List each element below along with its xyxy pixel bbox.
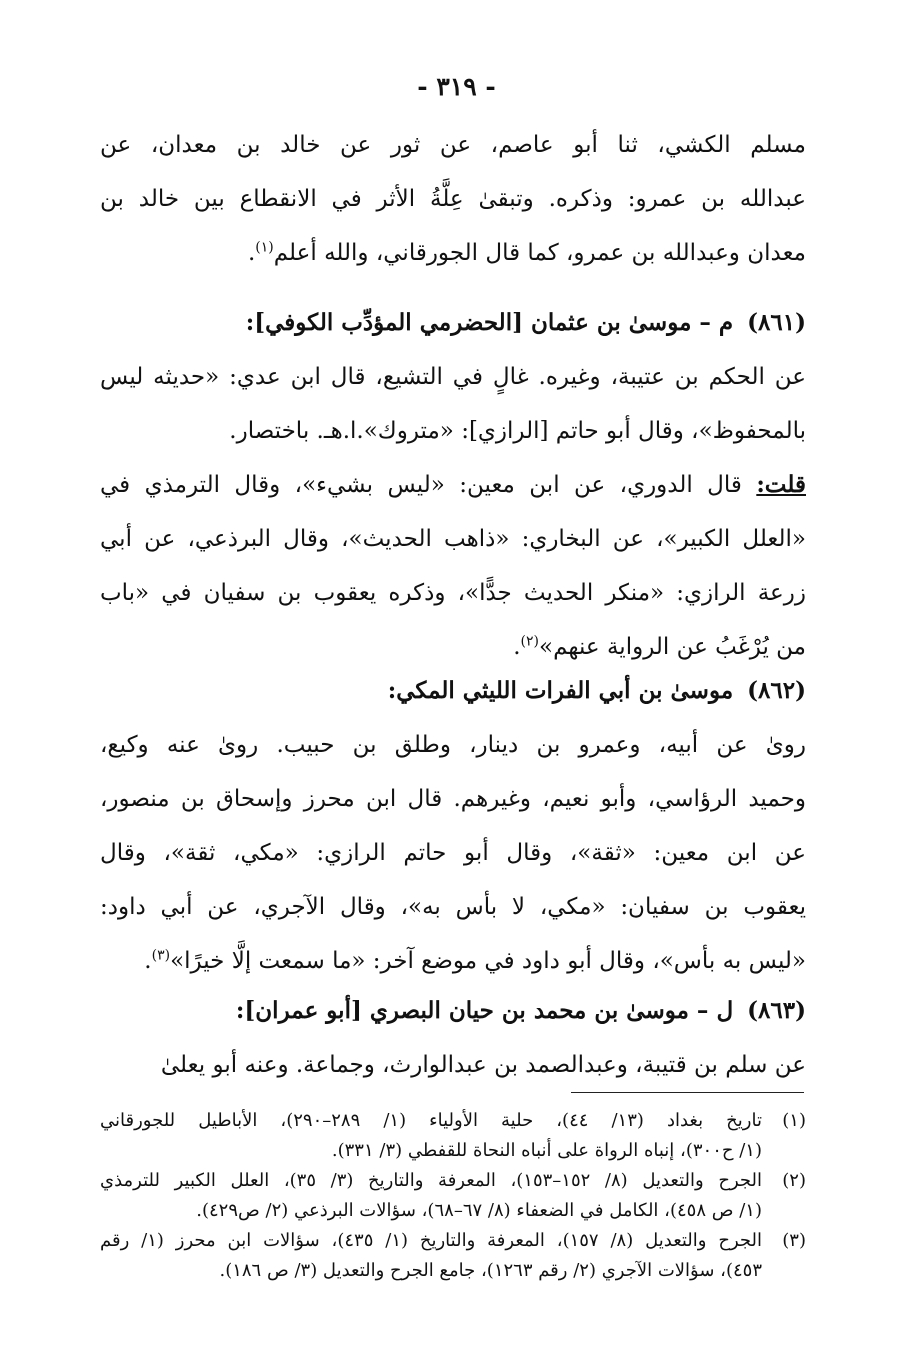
qult-label: قلت: bbox=[756, 471, 806, 498]
text-line-content: قال الدوري، عن ابن معين: «ليس بشيء»، وقال الترمذي في bbox=[100, 472, 757, 498]
entry-number: (٨٦١) bbox=[747, 309, 806, 336]
text-line: مسلم الكشي، ثنا أبو عاصم، عن ثور عن خالد بن معدان، عن bbox=[100, 132, 806, 158]
text-line: زرعة الرازي: «منكر الحديث جدًّا»، وذكره يعقوب بن سفيان في «باب bbox=[100, 580, 806, 606]
line-end-mark: . bbox=[513, 634, 521, 660]
footnotes bbox=[100, 1106, 806, 1286]
footnote-line: تاريخ بغداد (١٣/ ٤٤)، حلية الأولياء (١/ ٢٨٩–٢٩٠)، الأباطيل للجورقاني bbox=[100, 1110, 762, 1131]
footnote-ref: (٢) bbox=[520, 633, 540, 650]
footnote-ref: (١) bbox=[255, 239, 274, 256]
footnote-number: (٣) bbox=[782, 1230, 806, 1251]
page-number: - ٣١٩ - bbox=[417, 72, 496, 101]
text-line: عن سلم بن قتيبة، وعبدالصمد بن عبدالوارث، وجماعة. وعنه أبو يعلىٰ bbox=[160, 1052, 806, 1078]
text-line-content: معدان وعبدالله بن عمرو، كما قال الجورقاني، والله أعلم bbox=[273, 240, 806, 266]
footnote-ref: (٣) bbox=[151, 947, 171, 964]
text-line bbox=[100, 458, 806, 512]
entry-862 bbox=[100, 664, 806, 988]
footnote-line: (١/ ص ٤٥٨)، الكامل في الضعفاء (٨/ ٦٧–٦٨)، سؤالات البرذعي (٢/ ص٤٢٩). bbox=[196, 1200, 762, 1221]
entry-title: م – موسىٰ بن عثمان [الحضرمي المؤدِّب الكوفي]: bbox=[245, 309, 734, 336]
text-line: عبدالله بن عمرو: وذكره. وتبقىٰ عِلَّةُ الأثر في الانقطاع بين خالد بن bbox=[100, 186, 806, 212]
footnote-number: (٢) bbox=[782, 1170, 806, 1191]
footnote-line: (١/ ح٣٠٠)، إنباه الرواة على أنباه النحاة للقفطي (٣/ ٣٣١). bbox=[331, 1140, 762, 1161]
entry-863 bbox=[100, 984, 806, 1092]
main-text bbox=[100, 118, 806, 280]
text-line: روىٰ عن أبيه، وعمرو بن دينار، وطلق بن حبيب. روىٰ عنه وكيع، bbox=[100, 732, 806, 758]
text-line: بالمحفوظ»، وقال أبو حاتم [الرازي]: «متروك».ا.هـ. باختصار. bbox=[229, 418, 806, 444]
line-end-mark: . bbox=[247, 240, 256, 266]
footnote bbox=[100, 1226, 806, 1286]
text-line: يعقوب بن سفيان: «مكي، لا بأس به»، وقال الآجري، عن أبي داود: bbox=[100, 894, 806, 920]
text-line-content: «ليس به بأس»، وقال أبو داود في موضع آخر: «ما سمعت إلَّا خيرًا» bbox=[170, 948, 806, 974]
entry-861 bbox=[100, 296, 806, 674]
text-line: وحميد الرؤاسي، وأبو نعيم، وغيرهم. قال ابن محرز وإسحاق بن منصور، bbox=[100, 786, 806, 812]
text-line bbox=[100, 934, 806, 988]
text-line: عن ابن معين: «ثقة»، وقال أبو حاتم الرازي: «مكي، ثقة»، وقال bbox=[100, 840, 806, 866]
entry-heading bbox=[100, 664, 806, 718]
footnote bbox=[100, 1106, 806, 1166]
entry-title: موسىٰ بن أبي الفرات الليثي المكي: bbox=[387, 677, 734, 704]
entry-number: (٨٦٢) bbox=[747, 677, 806, 704]
entry-title: ل – موسىٰ بن محمد بن حيان البصري [أبو عمران]: bbox=[235, 997, 734, 1024]
entry-heading bbox=[100, 296, 806, 350]
entry-heading bbox=[100, 984, 806, 1038]
text-line bbox=[100, 226, 806, 280]
text-line: عن الحكم بن عتيبة، وغيره. غالٍ في التشيع، قال ابن عدي: «حديثه ليس bbox=[100, 364, 806, 390]
footnote-divider bbox=[571, 1092, 804, 1093]
line-end-mark: . bbox=[144, 948, 152, 974]
footnote-line: الجرح والتعديل (٨/ ١٥٧)، المعرفة والتاريخ (١/ ٤٣٥)، سؤالات ابن محرز (١/ رقم bbox=[100, 1230, 762, 1251]
footnote bbox=[100, 1166, 806, 1226]
text-line-content: من يُرْغَبُ عن الرواية عنهم» bbox=[539, 634, 806, 660]
footnote-line: الجرح والتعديل (٨/ ١٥٢–١٥٣)، المعرفة والتاريخ (٣/ ٣٥)، العلل الكبير للترمذي bbox=[100, 1170, 762, 1191]
text-line: «العلل الكبير»، عن البخاري: «ذاهب الحديث»، وقال البرذعي، عن أبي bbox=[100, 526, 806, 552]
entry-number: (٨٦٣) bbox=[747, 997, 806, 1024]
footnote-number: (١) bbox=[782, 1110, 806, 1131]
footnote-line: ٤٥٣)، سؤالات الآجري (٢/ رقم ١٢٦٣)، جامع الجرح والتعديل (٣/ ص ١٨٦). bbox=[219, 1260, 762, 1281]
